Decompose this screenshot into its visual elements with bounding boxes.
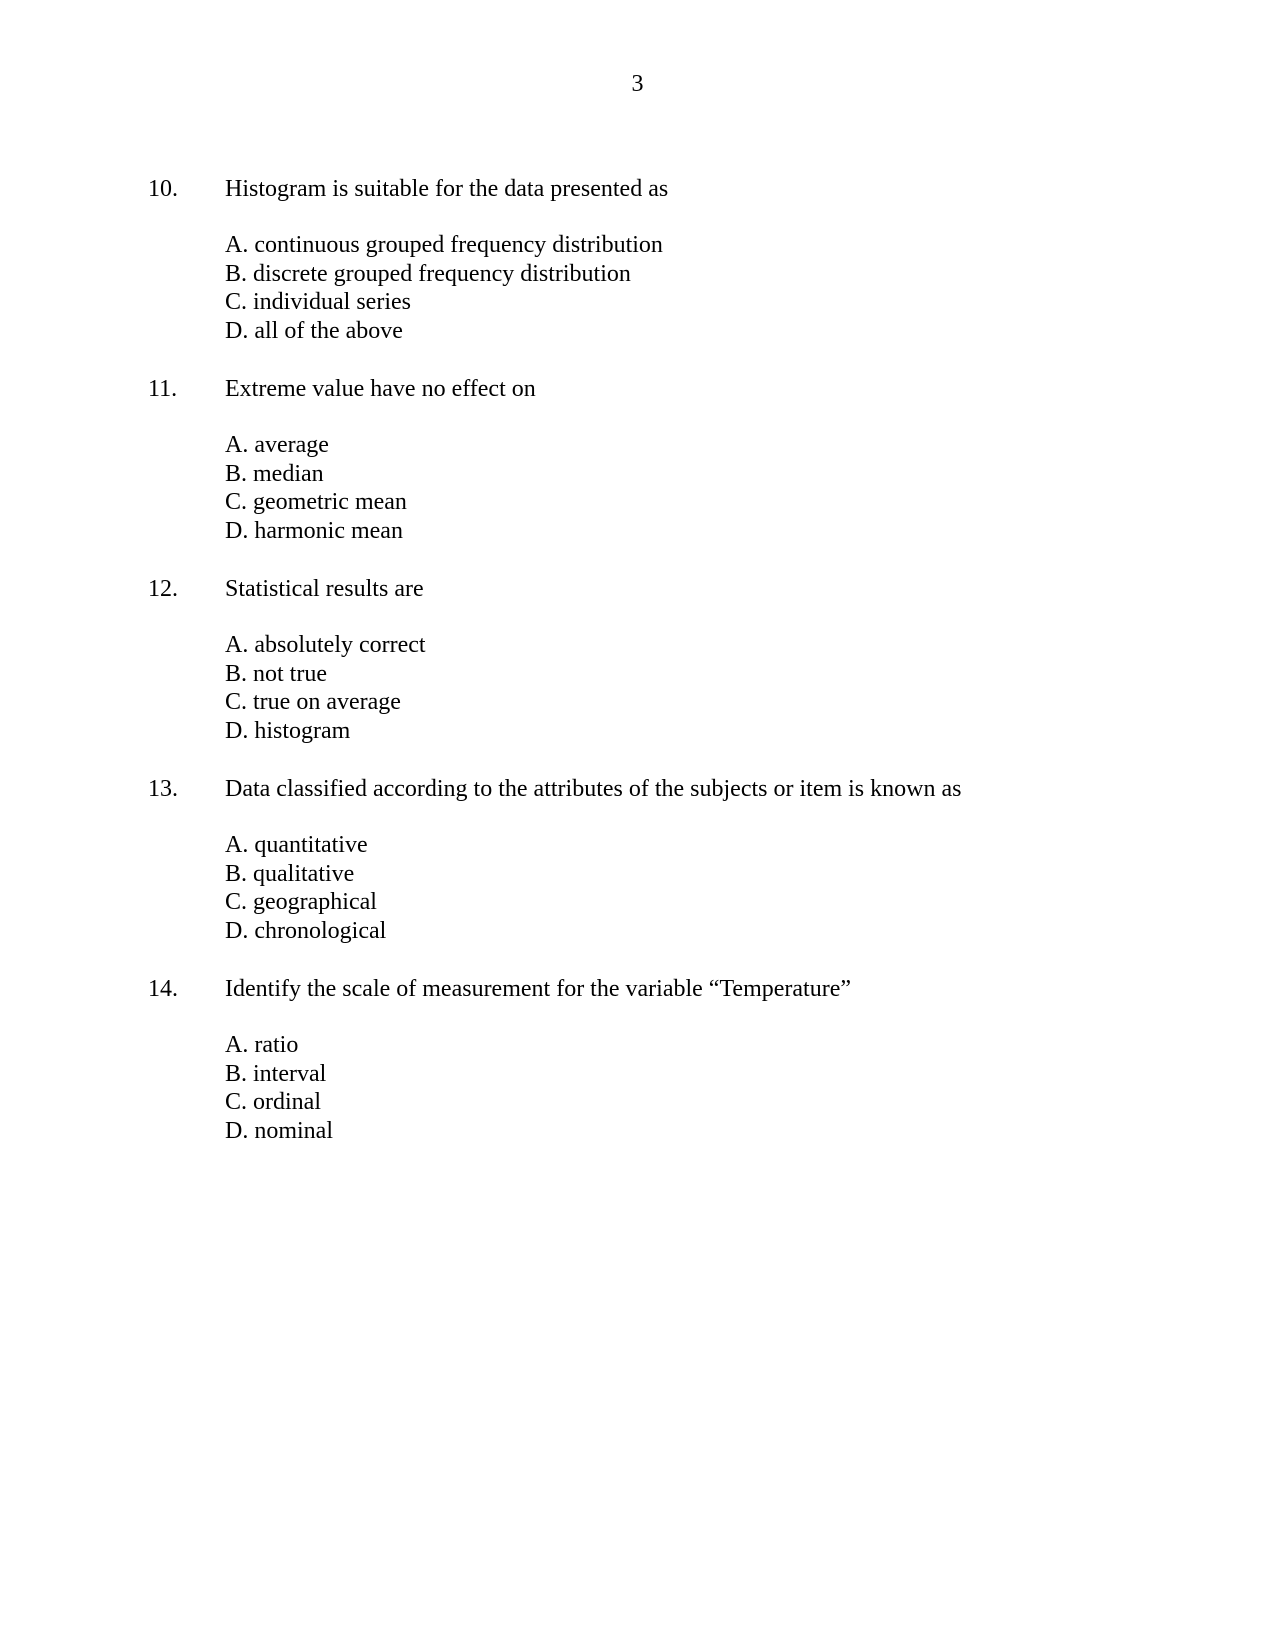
answer-option-b: B. not true [225,660,327,687]
answer-option-c: C. ordinal [225,1089,321,1115]
answer-options [225,1031,333,1145]
question-number: 12. [148,576,178,602]
question-text: Data classified according to the attributes of the subjects or item is known as [225,776,962,802]
answer-option-d: D. all of the above [225,317,403,344]
question-number: 14. [148,976,178,1002]
question-number: 13. [148,776,178,802]
answer-option-d: D. chronological [225,917,387,944]
question-12 [0,575,1275,775]
answer-option-c: C. geographical [225,889,377,915]
question-14 [0,975,1275,1175]
answer-options [225,831,386,945]
answer-options [225,431,407,545]
question-number: 10. [148,176,178,202]
question-13 [0,775,1275,975]
answer-option-d: D. histogram [225,717,351,744]
question-number: 11. [148,376,178,402]
question-list [0,175,1275,1175]
answer-option-a: A. quantitative [225,832,368,858]
answer-option-a: A. ratio [225,1032,299,1058]
answer-option-a: A. continuous grouped frequency distribution [225,232,663,258]
answer-option-a: A. absolutely correct [225,632,426,658]
answer-option-a: A. average [225,432,329,458]
question-text: Statistical results are [225,576,424,602]
question-11 [0,375,1275,575]
answer-option-b: B. qualitative [225,860,355,887]
answer-option-d: D. harmonic mean [225,517,403,544]
question-text: Identify the scale of measurement for the variable “Temperature” [225,976,852,1002]
answer-options [225,631,426,745]
question-text: Extreme value have no effect on [225,376,536,402]
answer-option-d: D. nominal [225,1117,333,1144]
answer-options [225,231,663,345]
answer-option-c: C. individual series [225,289,411,315]
answer-option-b: B. interval [225,1060,327,1087]
question-10 [0,175,1275,375]
answer-option-b: B. median [225,460,324,487]
answer-option-c: C. true on average [225,689,401,715]
page-number: 3 [631,71,644,97]
answer-option-b: B. discrete grouped frequency distribution [225,260,631,287]
answer-option-c: C. geometric mean [225,489,407,515]
question-text: Histogram is suitable for the data presented as [225,176,669,202]
